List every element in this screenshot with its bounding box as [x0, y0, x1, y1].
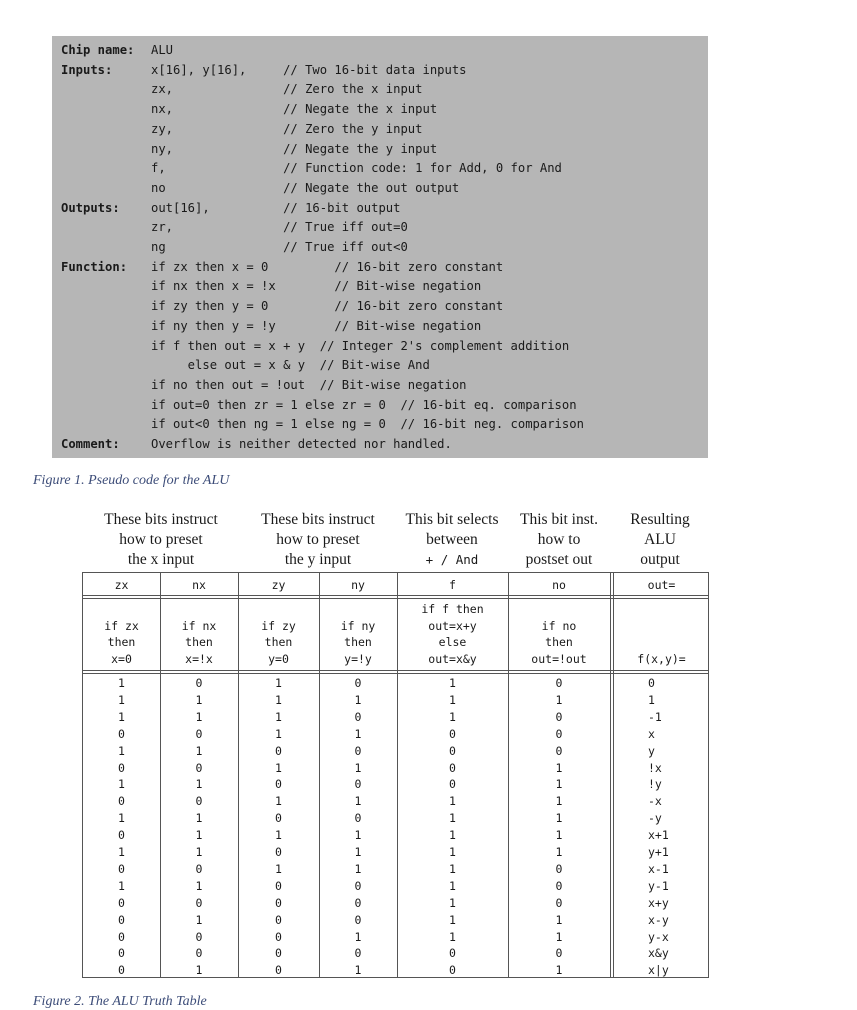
table-cell-nx: 1 — [195, 811, 203, 826]
table-cell-zy: 0 — [275, 929, 282, 944]
table-cell-zy: 0 — [275, 777, 282, 792]
code-line — [61, 158, 562, 178]
table-cell-out: !y — [648, 777, 662, 792]
code-text: ALU — [151, 43, 174, 57]
table-cell-out: x+y — [648, 895, 669, 910]
table-cell-nx: 0 — [195, 760, 203, 775]
code-text: nx, // Negate the x input — [151, 102, 438, 117]
table-cell-zx: 0 — [118, 963, 125, 978]
code-line — [61, 336, 569, 356]
code-text: no // Negate the out output — [151, 180, 460, 195]
code-text: if ny then y = !y // Bit-wise negation — [151, 318, 482, 333]
table-cell-nx: 0 — [195, 929, 203, 944]
table-cell-nx: 0 — [195, 946, 203, 961]
table-cell-nx: 1 — [195, 878, 203, 893]
table-cell-ny: 1 — [354, 726, 362, 741]
table-cell-f: 0 — [449, 777, 456, 792]
table-cell-zx: 0 — [118, 861, 125, 876]
table-cell-zy: 0 — [275, 811, 282, 826]
table-cell-f: 1 — [449, 811, 456, 826]
table-cell-f: 0 — [449, 743, 456, 758]
table-cell-out: y-1 — [648, 878, 669, 893]
pseudo-code-box — [52, 36, 708, 458]
table-cell-f: 1 — [449, 692, 456, 707]
column-header-out: out= — [647, 578, 676, 592]
table-cell-nx: 1 — [195, 709, 203, 724]
code-text: zx, // Zero the x input — [151, 82, 423, 97]
code-line — [61, 60, 467, 80]
table-cell-out: y+1 — [648, 845, 669, 859]
table-cell-no: 0 — [555, 743, 563, 758]
code-text: if f then out = x + y // Integer 2's complement addition — [151, 338, 570, 353]
code-text: ny, // Negate the y input — [151, 141, 438, 156]
code-text: zy, // Zero the y input — [151, 121, 423, 136]
code-text: f, // Function code: 1 for Add, 0 for And — [151, 161, 562, 176]
column-header-zx: zx — [114, 578, 129, 592]
alu-truth-table — [82, 572, 709, 978]
column-header-zy: zy — [271, 578, 286, 592]
column-description-text: if no then out=!out — [531, 618, 587, 666]
table-cell-f: 1 — [449, 709, 456, 724]
table-cell-zx: 1 — [118, 845, 125, 859]
table-cell-zy: 0 — [275, 963, 282, 978]
table-cell-out: 1 — [648, 692, 655, 707]
table-cell-ny: 0 — [354, 777, 362, 792]
code-text: if nx then x = !x // Bit-wise negation — [151, 279, 482, 294]
header-f-plus-and-text: + / And — [425, 552, 479, 567]
table-cell-nx: 0 — [195, 676, 203, 690]
code-label: Inputs: — [61, 62, 113, 77]
table-cell-out: x-y — [648, 912, 669, 927]
figure-1-caption: Figure 1. Pseudo code for the ALU — [33, 473, 230, 488]
code-line — [61, 434, 452, 454]
table-cell-zy: 1 — [275, 726, 282, 741]
table-divider — [83, 595, 708, 596]
table-cell-out: !x — [648, 760, 662, 775]
table-cell-ny: 0 — [354, 676, 362, 690]
table-cell-ny: 0 — [354, 811, 362, 826]
table-cell-ny: 0 — [354, 743, 362, 758]
table-cell-no: 1 — [555, 845, 563, 859]
table-cell-nx: 1 — [195, 777, 203, 792]
table-cell-zx: 1 — [118, 777, 125, 792]
table-cell-no: 1 — [555, 777, 563, 792]
code-line — [61, 119, 423, 139]
table-cell-nx: 0 — [195, 861, 203, 876]
table-cell-f: 1 — [449, 828, 456, 843]
table-cell-nx: 1 — [195, 845, 203, 859]
table-cell-f: 1 — [449, 861, 456, 876]
code-text: if out<0 then ng = 1 else ng = 0 // 16-bit neg. comparison — [151, 417, 584, 432]
code-line — [61, 139, 437, 159]
table-cell-no: 0 — [555, 895, 563, 910]
code-label: Chip name: — [61, 43, 135, 57]
code-text: x[16], y[16], // Two 16-bit data inputs — [151, 62, 467, 77]
code-text: Overflow is neither detected nor handled. — [151, 437, 452, 451]
table-cell-no: 1 — [555, 929, 563, 944]
table-cell-zx: 0 — [118, 946, 125, 961]
table-cell-zy: 0 — [275, 743, 282, 758]
table-divider — [83, 670, 708, 671]
header-output: Resulting ALU output — [630, 511, 690, 568]
table-cell-zx: 0 — [118, 912, 125, 927]
table-cell-zx: 1 — [118, 692, 125, 707]
column-description-f — [397, 601, 508, 667]
code-text: if out=0 then zr = 1 else zr = 0 // 16-bit eq. comparison — [151, 397, 577, 412]
column-description-nx — [160, 601, 238, 667]
table-cell-no: 1 — [555, 963, 563, 978]
table-cell-out: -x — [648, 794, 662, 809]
code-text: if no then out = !out // Bit-wise negation — [151, 377, 467, 392]
code-line — [61, 99, 437, 119]
table-cell-out: y — [648, 743, 655, 758]
table-divider — [83, 598, 708, 599]
column-description-text: if ny then y=!y — [340, 618, 376, 666]
table-cell-no: 1 — [555, 811, 563, 826]
table-cell-out: -1 — [648, 709, 662, 724]
table-cell-zx: 0 — [118, 929, 125, 944]
code-label: Function: — [61, 259, 128, 274]
table-cell-ny: 1 — [354, 692, 362, 707]
column-description-text: if f then out=x+y else out=x&y — [421, 602, 484, 666]
table-cell-no: 0 — [555, 676, 563, 690]
code-text: ng // True iff out<0 — [151, 240, 408, 254]
table-cell-no: 1 — [555, 692, 563, 707]
table-cell-f: 1 — [449, 929, 456, 944]
table-cell-zx: 1 — [118, 878, 125, 893]
code-line — [61, 375, 467, 395]
table-cell-nx: 0 — [195, 794, 203, 809]
code-text: zr, // True iff out=0 — [151, 220, 408, 235]
table-cell-nx: 1 — [195, 692, 203, 707]
table-cell-no: 1 — [555, 912, 563, 927]
table-cell-f: 1 — [449, 895, 456, 910]
table-cell-no: 0 — [555, 861, 563, 876]
table-cell-f: 1 — [449, 912, 456, 927]
table-cell-zy: 1 — [275, 760, 282, 775]
code-line — [61, 296, 503, 316]
column-description-text: if zx then x=0 — [104, 618, 139, 666]
code-line — [61, 237, 408, 257]
table-divider — [83, 673, 708, 674]
table-cell-f: 1 — [449, 794, 456, 809]
column-description-zy — [238, 601, 319, 667]
table-cell-zx: 1 — [118, 676, 125, 690]
table-cell-f: 0 — [449, 946, 456, 961]
code-line — [61, 79, 423, 99]
code-label: Comment: — [61, 437, 120, 451]
code-line — [61, 355, 430, 375]
column-header-f: f — [449, 578, 456, 592]
table-cell-ny: 1 — [354, 929, 362, 944]
table-cell-f: 1 — [449, 676, 456, 690]
header-y-preset: These bits instruct how to preset the y input — [261, 511, 375, 568]
column-description-no — [508, 601, 610, 667]
column-header-no: no — [552, 578, 566, 592]
column-header-nx: nx — [192, 578, 206, 592]
column-description-out — [613, 601, 710, 667]
table-cell-no: 1 — [555, 794, 563, 809]
table-cell-out: y-x — [648, 929, 669, 944]
table-cell-out: x+1 — [648, 828, 669, 843]
table-cell-zx: 0 — [118, 895, 125, 910]
table-cell-zy: 0 — [275, 912, 282, 927]
table-cell-nx: 1 — [195, 828, 203, 843]
table-cell-ny: 0 — [354, 946, 362, 961]
column-header-ny: ny — [351, 578, 365, 592]
table-cell-zx: 1 — [118, 811, 125, 826]
table-cell-out: x|y — [648, 963, 669, 978]
table-cell-zy: 0 — [275, 895, 282, 910]
code-line — [61, 257, 503, 277]
column-description-text: f(x,y)= — [637, 651, 686, 666]
table-divider — [610, 573, 611, 977]
table-cell-no: 0 — [555, 946, 563, 961]
code-line — [61, 40, 173, 60]
table-cell-zy: 0 — [275, 946, 282, 961]
table-cell-zy: 1 — [275, 676, 282, 690]
table-cell-nx: 1 — [195, 743, 203, 758]
table-cell-no: 0 — [555, 726, 563, 741]
table-cell-zx: 1 — [118, 743, 125, 758]
table-cell-f: 0 — [449, 726, 456, 741]
table-cell-nx: 1 — [195, 912, 203, 927]
table-cell-zy: 1 — [275, 692, 282, 707]
table-cell-nx: 1 — [195, 963, 203, 978]
code-line — [61, 395, 577, 415]
table-cell-zx: 0 — [118, 794, 125, 809]
code-line — [61, 178, 459, 198]
table-cell-zy: 1 — [275, 861, 282, 876]
header-no-postset: This bit inst. how to postset out — [520, 511, 598, 568]
code-line — [61, 276, 481, 296]
table-cell-out: 0 — [648, 676, 655, 690]
table-cell-ny: 1 — [354, 760, 362, 775]
table-cell-out: -y — [648, 811, 662, 826]
table-cell-out: x-1 — [648, 861, 669, 876]
table-cell-out: x&y — [648, 946, 669, 961]
table-cell-f: 1 — [449, 878, 456, 893]
table-cell-ny: 1 — [354, 794, 362, 809]
table-cell-zx: 0 — [118, 760, 125, 775]
column-description-zx — [83, 601, 160, 667]
table-cell-zy: 1 — [275, 828, 282, 843]
code-line — [61, 198, 400, 218]
table-cell-ny: 0 — [354, 895, 362, 910]
table-cell-zy: 0 — [275, 845, 282, 859]
code-label: Outputs: — [61, 200, 120, 215]
header-x-preset: These bits instruct how to preset the x input — [104, 511, 218, 568]
table-cell-zx: 1 — [118, 709, 125, 724]
table-cell-no: 0 — [555, 709, 563, 724]
table-cell-f: 1 — [449, 845, 456, 859]
table-cell-zy: 0 — [275, 878, 282, 893]
code-text: if zx then x = 0 // 16-bit zero constant — [151, 259, 504, 274]
table-cell-ny: 0 — [354, 912, 362, 927]
table-cell-zy: 1 — [275, 709, 282, 724]
table-cell-f: 0 — [449, 963, 456, 978]
column-description-ny — [319, 601, 397, 667]
table-cell-nx: 0 — [195, 895, 203, 910]
table-cell-zx: 0 — [118, 828, 125, 843]
table-cell-no: 0 — [555, 878, 563, 893]
table-cell-ny: 1 — [354, 828, 362, 843]
table-cell-nx: 0 — [195, 726, 203, 741]
table-cell-no: 1 — [555, 760, 563, 775]
code-text: if zy then y = 0 // 16-bit zero constant — [151, 299, 504, 314]
figure-2-caption: Figure 2. The ALU Truth Table — [33, 994, 207, 1009]
table-cell-ny: 0 — [354, 709, 362, 724]
header-f-select: This bit selects between — [405, 511, 499, 548]
table-cell-ny: 1 — [354, 861, 362, 876]
table-cell-no: 1 — [555, 828, 563, 843]
header-f-plus-and — [397, 550, 507, 570]
table-cell-ny: 0 — [354, 878, 362, 893]
table-cell-out: x — [648, 726, 655, 741]
code-line — [61, 217, 408, 237]
table-cell-ny: 1 — [354, 963, 362, 978]
table-cell-f: 0 — [449, 760, 456, 775]
table-cell-ny: 1 — [354, 845, 362, 859]
code-text: out[16], // 16-bit output — [151, 200, 401, 215]
table-cell-zx: 0 — [118, 726, 125, 741]
code-line — [61, 316, 481, 336]
table-cell-zy: 1 — [275, 794, 282, 809]
column-description-text: if zy then y=0 — [261, 618, 296, 666]
code-text: else out = x & y // Bit-wise And — [151, 358, 430, 373]
column-description-text: if nx then x=!x — [181, 618, 217, 666]
code-line — [61, 414, 584, 434]
